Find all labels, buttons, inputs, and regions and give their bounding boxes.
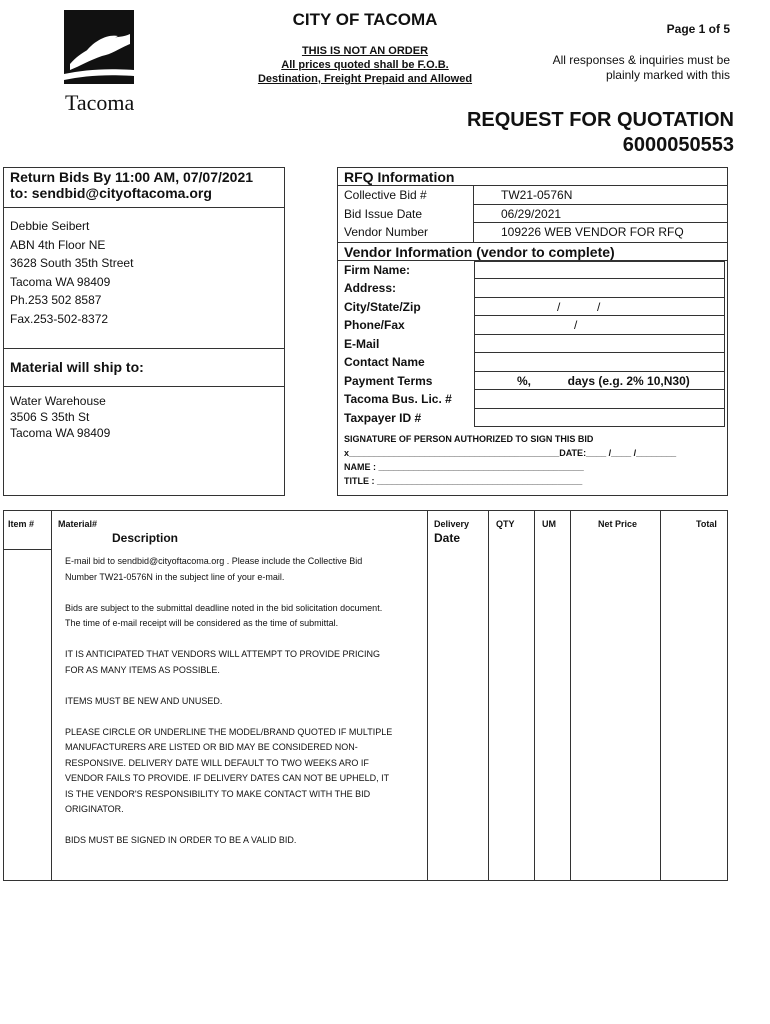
signature-block xyxy=(338,427,727,493)
taxpayer-id-field[interactable] xyxy=(474,409,725,428)
address-line: Water Warehouse xyxy=(10,394,106,408)
column-divider xyxy=(488,511,489,880)
signature-line[interactable]: x__________________________________________DATE:____ /____ /________ xyxy=(344,448,677,458)
header-total: Total xyxy=(696,519,717,529)
return-bids-line: to: sendbid@cityoftacoma.org xyxy=(10,185,212,201)
column-divider xyxy=(51,511,52,880)
vendor-field-row xyxy=(338,298,727,317)
contact-name-field[interactable] xyxy=(474,353,725,372)
firm-name-field[interactable] xyxy=(474,261,725,280)
vendor-field-row xyxy=(338,316,727,335)
page-number: Page 1 of 5 xyxy=(666,22,730,36)
ship-to-address xyxy=(4,387,284,447)
items-table xyxy=(3,510,728,881)
vendor-field-label: Taxpayer ID # xyxy=(344,410,422,425)
address-line: Tacoma WA 98409 xyxy=(10,426,111,440)
rfq-heading: REQUEST FOR QUOTATION xyxy=(466,109,734,131)
rfq-info-key: Vendor Number xyxy=(338,223,474,242)
description-paragraph: BIDS MUST BE SIGNED IN ORDER TO BE A VALID BID. xyxy=(65,835,297,845)
rfq-info-panel xyxy=(337,167,728,496)
responses-line: All responses & inquiries must be xyxy=(552,53,730,67)
title-line[interactable]: TITLE : _________________________________________ xyxy=(344,476,583,486)
rfq-info-row xyxy=(338,223,727,242)
city-of-tacoma-logo xyxy=(64,10,136,114)
description-paragraph: ITEMS MUST BE NEW AND UNUSED. xyxy=(65,695,223,706)
header-item: Item # xyxy=(8,519,35,529)
rfq-title xyxy=(430,108,734,158)
rfq-info-value: TW21-0576N xyxy=(474,186,727,205)
rfq-info-row xyxy=(338,205,727,224)
description-paragraph: IT IS ANTICIPATED THAT VENDORS WILL ATTEMPT TO PROVIDE PRICING FOR AS MANY ITEMS AS POSSIBLE. xyxy=(65,649,381,675)
header-description: Description xyxy=(112,531,179,545)
address-field[interactable] xyxy=(474,279,725,298)
header-date: Date xyxy=(434,531,461,545)
vendor-field-label: City/State/Zip xyxy=(344,299,421,314)
address-line: Fax.253-502-8372 xyxy=(10,311,109,326)
vendor-field-label: Phone/Fax xyxy=(344,318,405,332)
vendor-field-label: E-Mail xyxy=(344,336,380,351)
column-divider xyxy=(570,511,571,880)
column-divider xyxy=(660,511,661,880)
vendor-field-label: Tacoma Bus. Lic. # xyxy=(344,392,452,406)
return-bids-panel xyxy=(3,167,285,496)
vendor-field-label: Firm Name: xyxy=(344,262,411,277)
column-divider xyxy=(534,511,535,880)
description-paragraph: E-mail bid to sendbid@cityoftacoma.org . Please include the Collective Bid Number TW21-0576N in the subject line of your e-mail. xyxy=(65,556,363,582)
name-line[interactable]: NAME : _________________________________________ xyxy=(344,462,584,472)
address-line: 3628 South 35th Street xyxy=(10,256,134,270)
description-paragraph: PLEASE CIRCLE OR UNDERLINE THE MODEL/BRAND QUOTED IF MULTIPLE MANUFACTURERS ARE LISTED OR BID MAY BE CONSIDERED NON-RESPONSIVE. DELIVERY DATE WILL DEFAULT TO TWO WEEKS ARO IF VENDOR FAILS TO PROVIDE. IF DELIVERY DATES CAN NOT BE UPHELD, IT IS THE VENDOR'S RESPONSIBILITY TO MAKE CONTACT WITH THE BID ORIGINATOR. xyxy=(65,726,393,814)
address-line: 3506 S 35th St xyxy=(10,410,90,424)
vendor-field-row xyxy=(338,390,727,409)
vendor-field-row xyxy=(338,279,727,298)
item-description xyxy=(65,554,395,864)
rfq-info-row xyxy=(338,186,727,205)
notice-line: THIS IS NOT AN ORDER xyxy=(301,45,429,57)
vendor-field-row xyxy=(338,372,727,391)
city-title: CITY OF TACOMA xyxy=(292,10,438,29)
return-bids-heading xyxy=(4,168,284,208)
header-qty: QTY xyxy=(496,519,515,529)
rfq-number: 6000050553 xyxy=(622,134,734,156)
header-net-price: Net Price xyxy=(598,519,638,529)
rfq-info-heading: RFQ Information xyxy=(338,168,727,186)
address-line: Debbie Seibert xyxy=(10,219,90,233)
city-state-zip-field[interactable]: / / xyxy=(474,298,725,317)
order-notice xyxy=(232,44,498,86)
column-divider xyxy=(427,511,428,880)
vendor-info-heading: Vendor Information (vendor to complete) xyxy=(338,242,727,261)
business-license-field[interactable] xyxy=(474,390,725,409)
rfq-info-value: 109226 WEB VENDOR FOR RFQ xyxy=(501,225,684,239)
phone-fax-field[interactable]: / xyxy=(474,316,725,335)
vendor-field-row xyxy=(338,335,727,354)
rfq-info-key: Bid Issue Date xyxy=(338,205,474,224)
buyer-address xyxy=(4,208,284,349)
rfq-info-value: 06/29/2021 xyxy=(474,205,727,224)
payment-terms-field[interactable]: %, days (e.g. 2% 10,N30) xyxy=(474,372,725,391)
rfq-info-key: Collective Bid # xyxy=(338,186,474,205)
logo-wordmark: Tacoma xyxy=(65,90,135,114)
address-line: ABN 4th Floor NE xyxy=(10,237,106,252)
header-um: UM xyxy=(542,519,556,529)
vendor-field-row xyxy=(338,261,727,280)
responses-note xyxy=(520,53,730,83)
header-divider xyxy=(4,549,51,550)
responses-line: plainly marked with this xyxy=(605,68,730,82)
email-field[interactable] xyxy=(474,335,725,354)
signature-heading: SIGNATURE OF PERSON AUTHORIZED TO SIGN THIS BID xyxy=(344,434,594,444)
address-line: Tacoma WA 98409 xyxy=(10,274,111,289)
notice-line: Destination, Freight Prepaid and Allowed xyxy=(257,73,473,85)
notice-line: All prices quoted shall be F.O.B. xyxy=(281,59,449,71)
vendor-field-row xyxy=(338,353,727,372)
vendor-field-label: Address: xyxy=(344,281,397,295)
address-line: Ph.253 502 8587 xyxy=(10,293,102,307)
description-paragraph: Bids are subject to the submittal deadline noted in the bid solicitation document. The time of e-mail receipt will be considered as the time of submittal. xyxy=(65,602,383,628)
vendor-field-label: Contact Name xyxy=(344,355,425,369)
vendor-field-row xyxy=(338,409,727,428)
header-material: Material# xyxy=(58,519,98,529)
header-delivery: Delivery xyxy=(434,519,470,529)
ship-to-label: Material will ship to: xyxy=(4,349,284,387)
vendor-field-label: Payment Terms xyxy=(344,373,433,388)
return-bids-line: Return Bids By 11:00 AM, 07/07/2021 xyxy=(10,169,254,185)
